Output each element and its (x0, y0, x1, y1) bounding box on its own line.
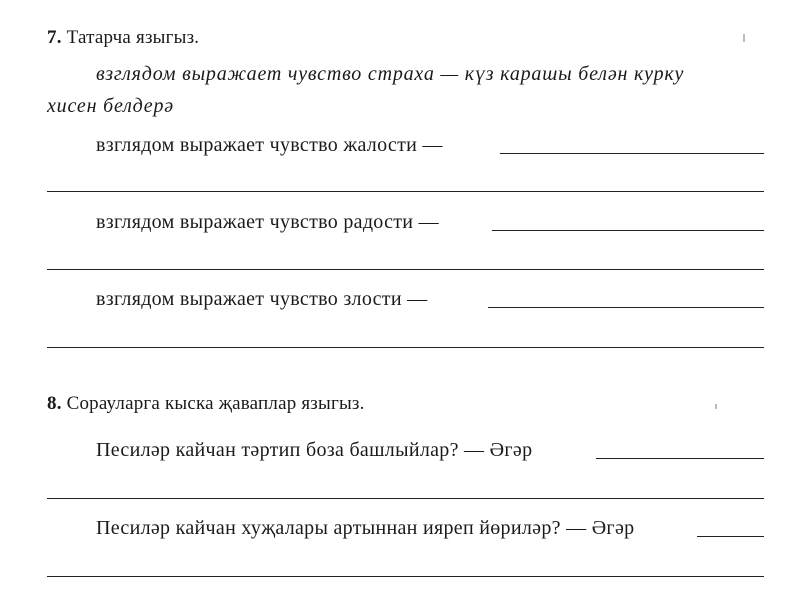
task7-example-line1: взглядом выражает чувство страха — күз карашы белән курку (96, 63, 685, 85)
task8-question: Песиләр кайчан тәртип боза башлыйлар? — Әгәр (96, 439, 533, 461)
task8-instruction: Сорауларга кыска җаваплар языгыз. (66, 393, 365, 414)
answer-line[interactable] (47, 576, 764, 577)
answer-line[interactable] (47, 347, 764, 348)
task8-number: 8. (47, 393, 62, 414)
answer-line[interactable] (47, 269, 764, 270)
task8-heading (47, 393, 365, 415)
task7-item-prompt: взглядом выражает чувство радости — (96, 211, 439, 233)
answer-blank[interactable] (596, 458, 764, 459)
answer-line[interactable] (47, 191, 764, 192)
task7-number: 7. (47, 27, 62, 48)
task7-instruction: Татарча языгыз. (66, 27, 200, 48)
answer-blank[interactable] (500, 153, 764, 154)
scan-speck (743, 34, 745, 42)
task7-item-prompt: взглядом выражает чувство жалости — (96, 134, 443, 156)
task7-heading (47, 27, 199, 49)
answer-blank[interactable] (697, 536, 764, 537)
answer-line[interactable] (47, 498, 764, 499)
task7-example-line2: хисен белдерә (47, 95, 174, 117)
scan-speck (715, 404, 717, 409)
task7-item-prompt: взглядом выражает чувство злости — (96, 288, 428, 310)
answer-blank[interactable] (492, 230, 764, 231)
answer-blank[interactable] (488, 307, 764, 308)
task8-question: Песиләр кайчан хуҗалары артыннан ияреп йөриләр? — Әгәр (96, 517, 635, 539)
